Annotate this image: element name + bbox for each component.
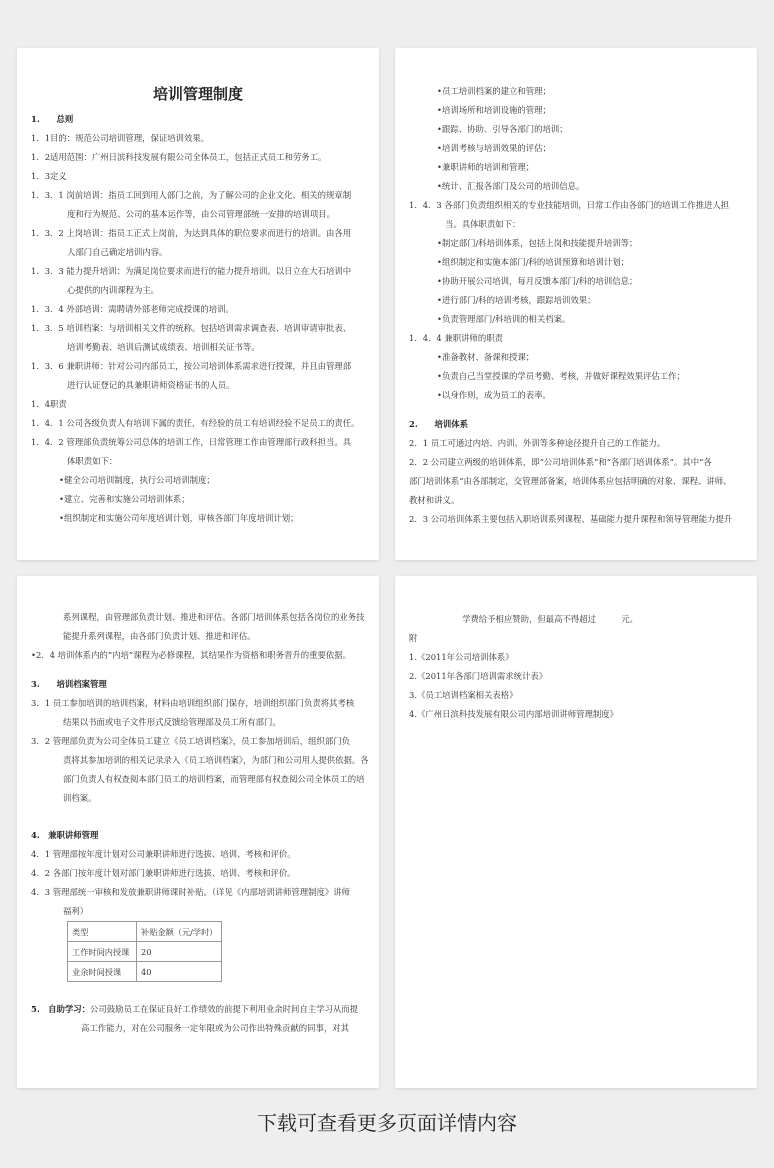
paragraph (31, 1000, 365, 1019)
document-page-4 (395, 576, 757, 1088)
table-row (68, 922, 222, 942)
bullet-item: •跟踪、协助、引导各部门的培训； (437, 124, 568, 134)
paragraph: 4．1 管理部按年度计划对公司兼职讲师进行选拔、培训、考核和评价。 (31, 849, 296, 859)
list-item: 3.《员工培训档案相关表格》 (409, 690, 518, 700)
section-heading: 1. 总则 (31, 114, 74, 124)
paragraph: 1．3．2 上岗培训：指员工正式上岗前，为达到具体的职位要求而进行的培训。由各用 (31, 228, 352, 238)
paragraph: 1．2适用范围：广州日滨科技发展有限公司全体员工，包括正式员工和劳务工。 (31, 152, 327, 162)
paragraph: 系列课程，由管理部负责计划、推进和评估。各部门培训体系包括各岗位的业务技 (63, 612, 365, 622)
table-header-amount: 补贴金额（元/学时） (137, 922, 222, 942)
paragraph: 1．3．1 岗前培训：指员工回到用人部门之前，为了解公司的企业文化、相关的规章制 (31, 190, 352, 200)
list-item: 1.《2011年公司培训体系》 (409, 652, 514, 662)
paragraph: 1．3．5 培训档案：与培训相关文件的统称。包括培训需求调查表、培训审请审批表、 (31, 323, 352, 333)
paragraph: 3．1 员工参加培训的培训档案，材料由培训组织部门保存，培训组织部门负责将其考核 (31, 698, 355, 708)
paragraph: 4．2 各部门按年度计划对部门兼职讲师进行选拔、培训、考核和评价。 (31, 868, 296, 878)
paragraph: 1．3定义 (31, 171, 67, 181)
bullet-item: •准备教材、备课和授课； (437, 352, 535, 362)
paragraph: 进行认证登记的具兼职讲师资格证书的人员。 (67, 380, 235, 390)
paragraph: •2．4 培训体系内的“内培”课程为必修课程，其结果作为资格和职务晋升的重要依据。 (31, 650, 351, 660)
paragraph: 部门培训体系”由各部制定，交管理部备案，培训体系应包括明确的对象、课程、讲师、 (409, 476, 732, 486)
table-cell: 工作时间内授课 (68, 942, 137, 962)
paragraph: 4．3 管理部统一审核和发放兼职讲师课时补贴。（详见《内部培训讲师管理制度》讲师 (31, 887, 350, 897)
list-item: 4.《广州日滨科技发展有限公司内部培训讲师管理制度》 (409, 709, 618, 719)
paragraph: 教材和讲义。 (409, 495, 460, 505)
document-page-1 (17, 48, 379, 560)
table-row (68, 962, 222, 982)
paragraph: 附 (409, 633, 418, 643)
subsidy-table (67, 921, 222, 982)
paragraph: 1．4职责 (31, 399, 67, 409)
paragraph-text: 公司鼓励员工在保证良好工作绩效的前提下利用业余时间自主学习从而提 (90, 1004, 358, 1014)
table-cell: 20 (137, 942, 222, 962)
paragraph: 体职责如下： (67, 456, 118, 466)
paragraph: 学费给予相应赞助，但最高不得超过 元。 (462, 614, 638, 624)
bullet-item: •协助开展公司培训，每月反馈本部门/科的培训信息； (437, 276, 638, 286)
paragraph: 部门负责人有权查阅本部门员工的培训档案，而管理部有权查阅公司全体员工的培 (63, 774, 365, 784)
paragraph: 责将其参加培训的相关记录录入《员工培训档案》，为部门和公司用人提供依据。各 (63, 755, 369, 765)
paragraph: 人部门自己确定培训内容。 (67, 247, 168, 257)
bullet-item: •负责自己当堂授课的学员考勤、考核，并做好课程效果评估工作； (437, 371, 685, 381)
bullet-item: •兼职讲师的培训和管理； (437, 162, 535, 172)
section-heading: 2. 培训体系 (409, 419, 468, 429)
table-cell: 业余时间授课 (68, 962, 137, 982)
bullet-item: •组织制定和实施本部门/科的培训预算和培训计划； (437, 257, 630, 267)
paragraph: 3．2 管理部负责为公司全体员工建立《员工培训档案》，员工参加培训后，组织部门负 (31, 736, 350, 746)
bullet-item: •以身作则，成为员工的表率。 (437, 390, 551, 400)
paragraph: 2．2 公司建立两级的培训体系，即“公司培训体系”和“各部门培训体系”。其中“各 (409, 457, 712, 467)
paragraph: 1．4．1 公司各级负责人有培训下属的责任，有经验的员工有培训经验不足员工的责任。 (31, 418, 360, 428)
bullet-item: •进行部门/科的培训考核，跟踪培训效果； (437, 295, 596, 305)
paragraph: 心提供的内训课程为主。 (67, 285, 160, 295)
paragraph: 2．3 公司培训体系主要包括入职培训系列课程、基础能力提升课程和领导管理能力提升 (409, 514, 733, 524)
table-cell: 40 (137, 962, 222, 982)
download-hint[interactable]: 下载可查看更多页面详情内容 (257, 1111, 517, 1135)
paragraph: 1．4．2 管理部负责统筹公司总体的培训工作，日常管理工作由管理部行政科担当。具 (31, 437, 352, 447)
section-heading: 4. 兼职讲师管理 (31, 830, 99, 840)
paragraph: 1．4．4 兼职讲师的职责 (409, 333, 504, 343)
bullet-item: •负责管理部门/科培训的相关档案。 (437, 314, 571, 324)
list-item: 2.《2011年各部门培训需求统计表》 (409, 671, 548, 681)
document-page-2 (395, 48, 757, 560)
paragraph: 训档案。 (63, 793, 97, 803)
paragraph: 当。具体职责如下： (445, 219, 521, 229)
section-heading: 5. 自助学习： (31, 1004, 90, 1014)
bullet-item: •健全公司培训制度，执行公司培训制度； (59, 475, 215, 485)
section-heading: 3. 培训档案管理 (31, 679, 107, 689)
paragraph: 1．1目的：规范公司培训管理，保证培训效果。 (31, 133, 210, 143)
bullet-item: •制定部门/科培训体系，包括上岗和技能提升培训等； (437, 238, 638, 248)
bullet-item: •组织制定和实施公司年度培训计划，审核各部门年度培训计划； (59, 513, 299, 523)
paragraph: 能提升系列课程，由各部门负责计划、推进和评估。 (63, 631, 256, 641)
table-header-type: 类型 (68, 922, 137, 942)
bullet-item: •培训场所和培训设施的管理； (437, 105, 551, 115)
paragraph: 福利） (63, 906, 89, 916)
document-page-3 (17, 576, 379, 1088)
document-title: 培训管理制度 (152, 85, 243, 103)
table-row (68, 942, 222, 962)
paragraph: 1．3．6 兼职讲师：针对公司内部员工，按公司培训体系需求进行授课，并且由管理部 (31, 361, 352, 371)
paragraph: 2．1 员工可通过内培、内训、外训等多种途径提升自己的工作能力。 (409, 438, 666, 448)
paragraph: 度和行为规范、公司的基本运作等，由公司管理部统一安排的培训项目。 (67, 209, 335, 219)
bullet-item: •统计、汇报各部门及公司的培训信息。 (437, 181, 585, 191)
paragraph: 1．3．3 能力提升培训：为满足岗位要求而进行的能力提升培训。以日立在大石培训中 (31, 266, 352, 276)
paragraph: 1．4．3 各部门负责组织相关的专业技能培训，日常工作由各部门的培训工作推进人担 (409, 200, 730, 210)
paragraph: 培训考勤表、培训后测试成绩表、培训相关证书等。 (67, 342, 260, 352)
paragraph: 结果以书面或电子文件形式反馈给管理部及员工所有部门。 (63, 717, 281, 727)
bullet-item: •培训考核与培训效果的评估； (437, 143, 551, 153)
paragraph: 1．3．4 外部培训：需聘请外部老师完成授课的培训。 (31, 304, 234, 314)
bullet-item: •建立、完善和实施公司培训体系； (59, 494, 190, 504)
paragraph: 高工作能力，对在公司服务一定年限或为公司作出特殊贡献的同事，对其 (81, 1023, 349, 1033)
bullet-item: •员工培训档案的建立和管理； (437, 86, 551, 96)
